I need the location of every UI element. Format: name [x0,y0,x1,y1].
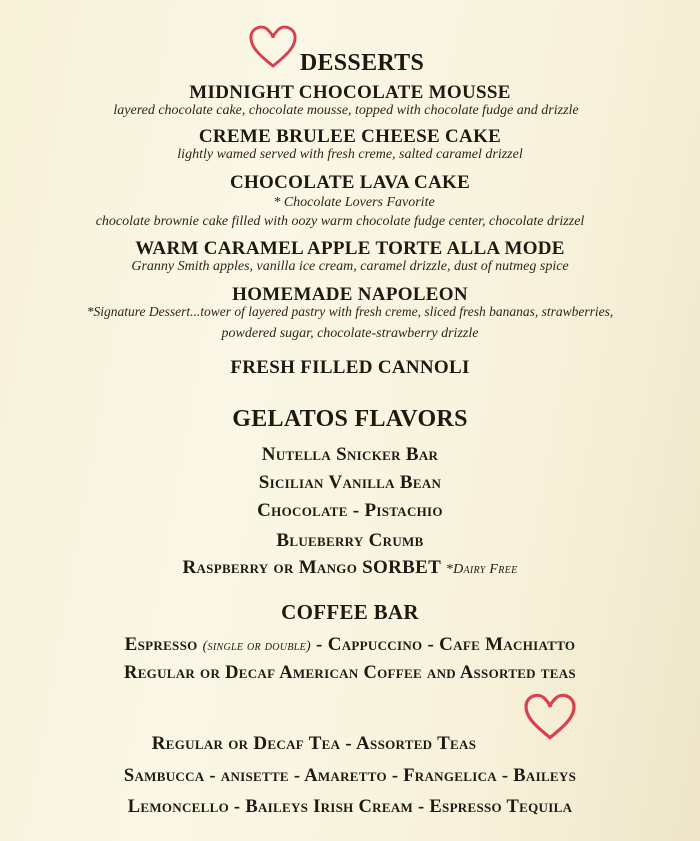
liquors-line-2: Lemoncello - Baileys Irish Cream - Espresso Tequila [127,797,573,817]
dessert-item-name: CHOCOLATE LAVA CAKE [229,172,471,193]
espresso-note: (single or double) [202,639,311,654]
espresso-label: Espresso [124,634,198,655]
dessert-item-name: FRESH FILLED CANNOLI [230,357,470,378]
coffee-options: - Cappuccino - Cafe Machiatto [316,634,576,655]
dessert-item-name: WARM CARAMEL APPLE TORTE ALLA MODE [135,238,565,259]
tea-line: Regular or Decaf Tea - Assorted Teas [151,733,477,754]
dessert-item-desc: lightly wamed served with fresh creme, salted caramel drizzel [177,147,523,162]
sorbet-label: Raspberry or Mango SORBET [182,557,441,578]
gelato-flavor: Sicilian Vanilla Bean [258,472,442,493]
desserts-heading: DESSERTS [299,50,425,76]
dessert-item-note: * Chocolate Lovers Favorite [273,195,435,210]
dessert-item-desc: *Signature Dessert...tower of layered pastry with fresh creme, sliced fresh bananas, strawberries, [86,304,614,319]
dessert-item-desc-cont: powdered sugar, chocolate-strawberry drizzle [221,326,479,341]
coffee-bar-heading: COFFEE BAR [281,600,419,624]
coffee-line-1 [0,634,700,656]
liquors-line-1: Sambucca - anisette - Amaretto - Frangelica - Baileys [123,766,577,786]
coffee-line-2: Regular or Decaf American Coffee and Assorted teas [124,663,576,683]
gelatos-heading: GELATOS FLAVORS [232,406,468,432]
dessert-item-desc: chocolate brownie cake filled with oozy warm chocolate fudge center, chocolate drizzel [95,214,585,229]
dessert-item-name: MIDNIGHT CHOCOLATE MOUSSE [189,82,511,103]
dessert-item-name: HOMEMADE NAPOLEON [232,284,468,305]
dessert-item-desc: Granny Smith apples, vanilla ice cream, caramel drizzle, dust of nutmeg spice [131,259,569,274]
dessert-item-name: CREME BRULEE CHEESE CAKE [198,126,502,147]
gelato-flavor: Nutella Snicker Bar [261,444,439,465]
dairy-free-note: *Dairy Free [445,562,518,577]
gelato-flavor: Chocolate - Pistachio [257,500,443,521]
dessert-item-desc: layered chocolate cake, chocolate mousse, topped with chocolate fudge and drizzle [113,103,579,118]
gelato-flavor: Blueberry Crumb [276,530,424,551]
gelato-sorbet-line [0,557,700,579]
